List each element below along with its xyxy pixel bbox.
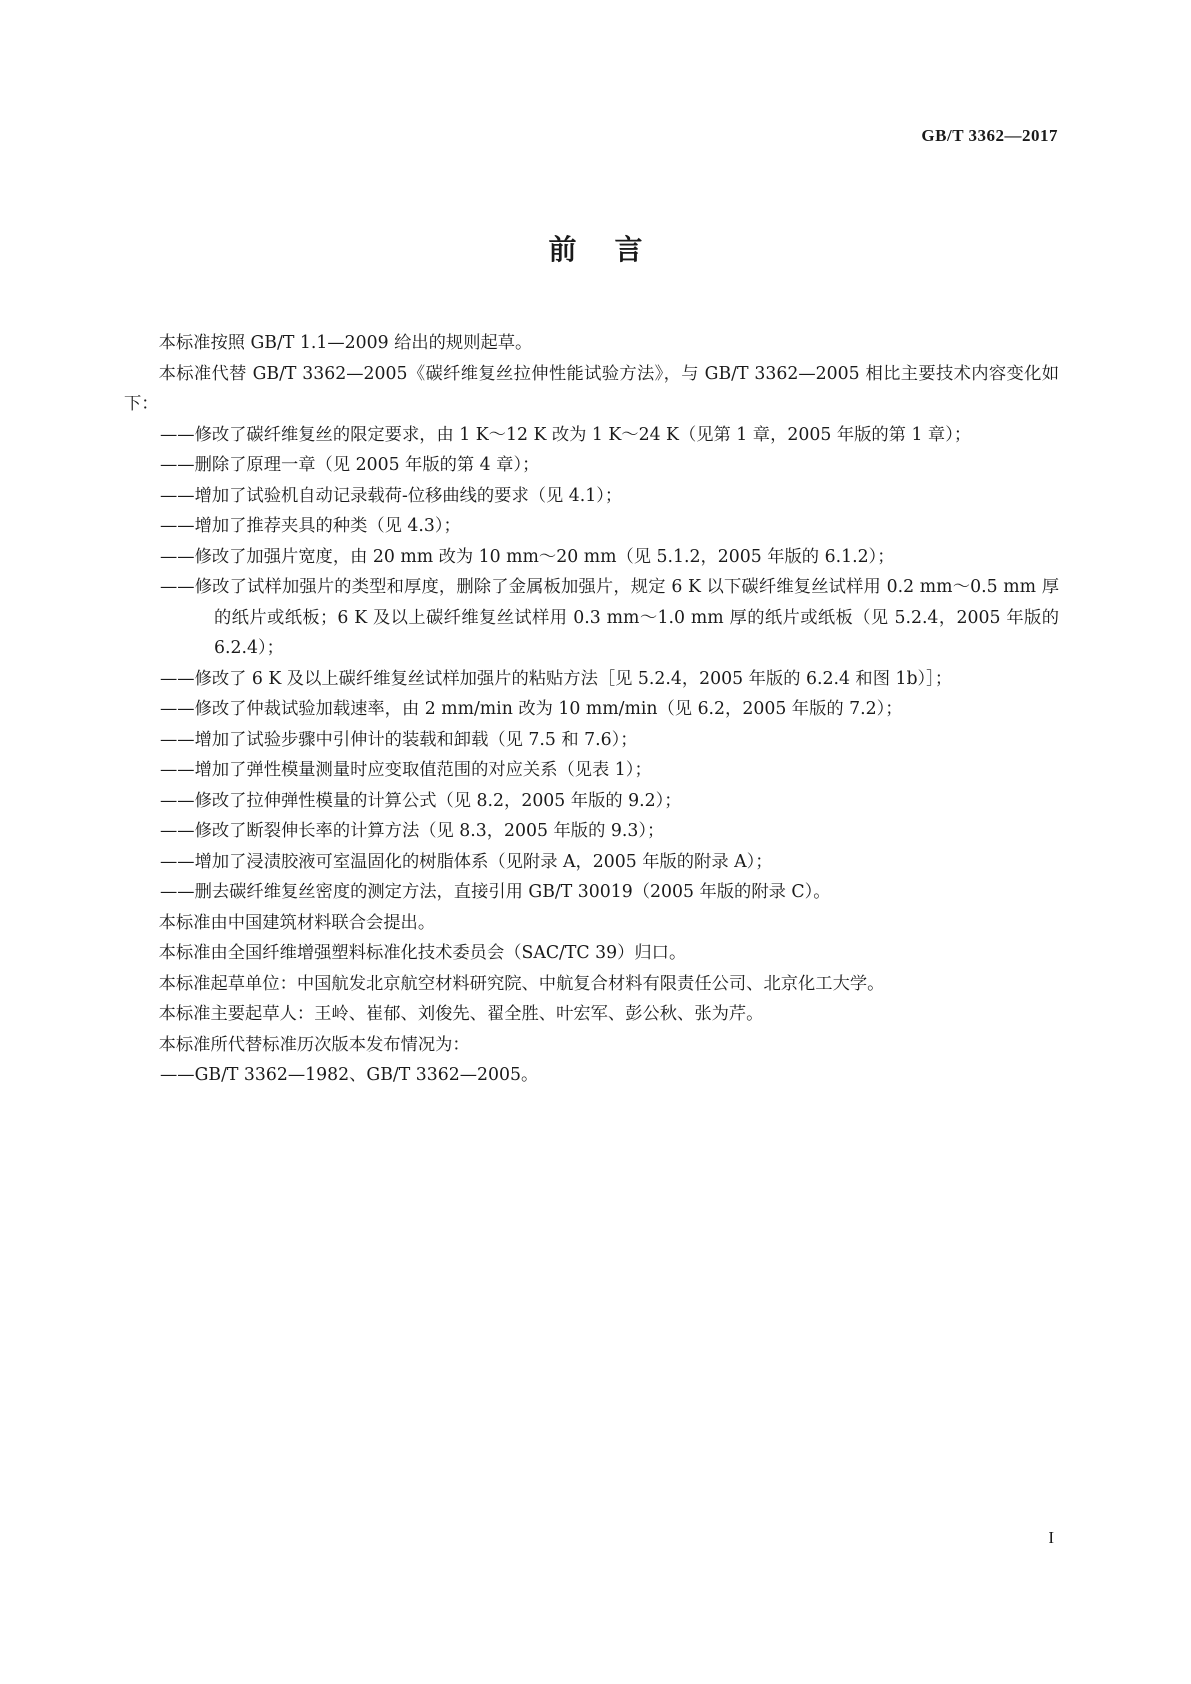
change-item: ——增加了试验步骤中引伸计的装载和卸载（见 7.5 和 7.6）； <box>160 729 638 750</box>
change-item: ——修改了 6 K 及以上碳纤维复丝试样加强片的粘贴方法［见 5.2.4，2005 年版的 6.2.4 和图 1b）］； <box>160 668 953 689</box>
page-title: 前言 <box>548 233 681 266</box>
change-item: ——增加了试验机自动记录载荷-位移曲线的要求（见 4.1）； <box>160 485 623 506</box>
history-item: ——GB/T 3362—1982、GB/T 3362—2005。 <box>160 1065 539 1085</box>
change-item: ——修改了试样加强片的类型和厚度，删除了金属板加强片，规定 6 K 以下碳纤维复丝试样用 0.2 mm～0.5 mm 厚的纸片或纸板；6 K 及以上碳纤维复丝试样用 0.3 mm～1.0 mm 厚的纸片或纸板（见 5.2.4，2005 年版的 6.2.4）； <box>160 577 1059 658</box>
change-item: ——增加了推荐夹具的种类（见 4.3）； <box>160 516 461 536</box>
change-item: ——增加了弹性模量测量时应变取值范围的对应关系（见表 1）； <box>160 760 652 780</box>
change-item: ——修改了碳纤维复丝的限定要求，由 1 K～12 K 改为 1 K～24 K（见第 1 章，2005 年版的第 1 章）； <box>160 424 972 445</box>
change-item: ——删除了原理一章（见 2005 年版的第 4 章）； <box>160 455 540 475</box>
change-item: ——增加了浸渍胶液可室温固化的树脂体系（见附录 A，2005 年版的附录 A）； <box>160 851 773 872</box>
foreword-body <box>124 328 1059 1091</box>
paragraph: 本标准由全国纤维增强塑料标准化技术委员会（SAC/TC 39）归口。 <box>158 943 687 963</box>
paragraph: 本标准按照 GB/T 1.1—2009 给出的规则起草。 <box>158 333 533 353</box>
standard-number: GB/T 3362—2017 <box>921 126 1058 145</box>
change-item: ——修改了加强片宽度，由 20 mm 改为 10 mm～20 mm（见 5.1.2，2005 年版的 6.1.2）； <box>160 546 895 567</box>
paragraph: 本标准起草单位：中国航发北京航空材料研究院、中航复合材料有限责任公司、北京化工大学。 <box>158 973 885 994</box>
page-number: I <box>1048 1528 1054 1547</box>
change-item: ——修改了拉伸弹性模量的计算公式（见 8.2，2005 年版的 9.2）； <box>160 790 682 811</box>
change-item: ——修改了断裂伸长率的计算方法（见 8.3，2005 年版的 9.3）； <box>160 821 665 841</box>
paragraph: 本标准代替 GB/T 3362—2005《碳纤维复丝拉伸性能试验方法》，与 GB/T 3362—2005 相比主要技术内容变化如下： <box>124 363 1059 414</box>
paragraph: 本标准主要起草人：王岭、崔郁、刘俊先、翟全胜、叶宏军、彭公秋、张为芹。 <box>158 1004 764 1024</box>
change-item: ——删去碳纤维复丝密度的测定方法，直接引用 GB/T 30019（2005 年版的附录 C）。 <box>160 882 831 902</box>
change-item: ——修改了仲裁试验加载速率，由 2 mm/min 改为 10 mm/min（见 6.2，2005 年版的 7.2）； <box>160 699 903 719</box>
paragraph: 本标准所代替标准历次版本发布情况为： <box>158 1034 470 1055</box>
paragraph: 本标准由中国建筑材料联合会提出。 <box>158 912 436 933</box>
